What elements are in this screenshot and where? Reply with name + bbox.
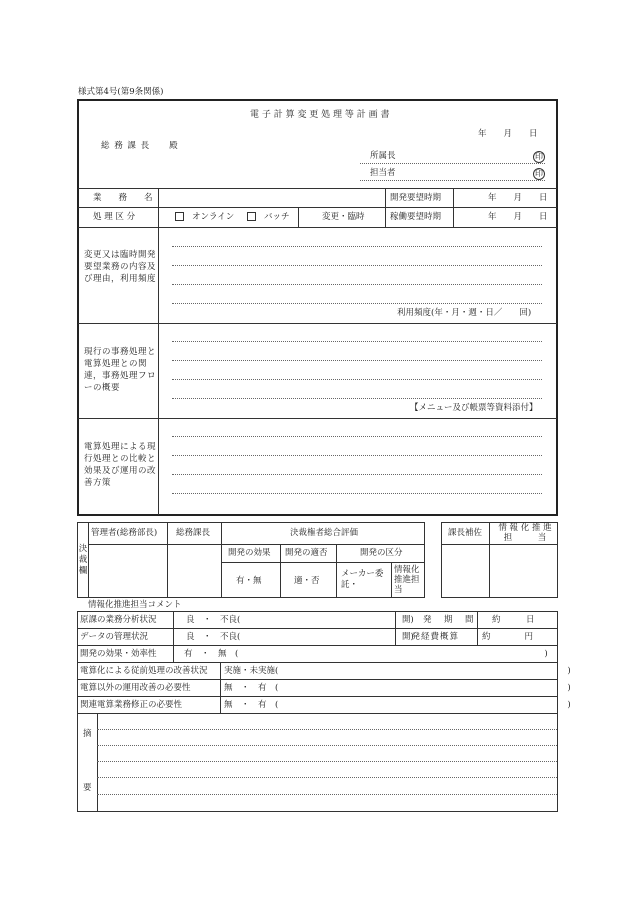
evaluation-label: 決裁権者総合評価 [290, 528, 359, 538]
comment-row-value: 良 ・ 不良( ) [186, 632, 414, 642]
comment-row-label: 電算以外の運用改善の必要性 [80, 683, 191, 693]
writing-line [97, 794, 557, 795]
comment-row-label: 原課の業務分析状況 [80, 615, 157, 625]
writing-line [172, 493, 542, 494]
person-in-charge-line [360, 180, 545, 181]
batch-checkbox[interactable] [247, 212, 256, 221]
writing-line [172, 341, 542, 342]
writing-line [172, 436, 542, 437]
column-divider [477, 611, 478, 645]
maker-label: メーカー委託・ [341, 569, 384, 590]
chief-label: 総務課長 [176, 528, 211, 538]
suitability-label: 開発の適否 [285, 548, 328, 558]
row-divider [78, 188, 557, 189]
op-desired-date: 年 月 日 [488, 212, 548, 222]
row-divider [221, 562, 425, 563]
column-divider [385, 188, 386, 227]
comment-row-label: 電算化による従前処理の改善状況 [80, 666, 208, 676]
writing-line [172, 303, 542, 304]
row-divider [78, 323, 557, 324]
form-date: 年 月 日 [478, 129, 538, 139]
suitability-value: 適・否 [294, 576, 320, 586]
writing-line [97, 761, 557, 762]
section1-label: 変更又は臨時開発要望業務の内容及び理由，利用頻度 [84, 250, 157, 284]
summary-label-top: 摘 [83, 729, 92, 739]
writing-line [172, 474, 542, 475]
seal-mark: 印 [535, 152, 543, 161]
approval-side-label: 決裁欄 [78, 544, 88, 576]
row-divider [77, 628, 558, 629]
office-head-label: 所属長 [370, 151, 396, 161]
person-in-charge-label: 担当者 [370, 168, 396, 178]
dev-desired-label: 開発要望時期 [390, 193, 442, 203]
row-divider [77, 662, 558, 663]
online-checkbox[interactable] [175, 212, 184, 221]
cost-label: 開発経費概算 [402, 632, 460, 642]
comment-row-label: データの管理状況 [80, 632, 149, 642]
form-title: 電 子 計 算 変 更 処 理 等 計 画 書 [250, 110, 390, 120]
info-promo-label: 情 報 化 推 進 担 当 [498, 523, 552, 543]
office-head-line [360, 163, 545, 164]
op-desired-label: 稼働要望時期 [390, 212, 442, 222]
comment-row-label: 開発の効果・効率性 [80, 649, 157, 659]
column-divider [158, 188, 159, 515]
deputy-label: 課長補佐 [448, 528, 483, 538]
batch-label: バッチ [264, 212, 290, 222]
row-divider [441, 544, 558, 545]
writing-line [172, 284, 542, 285]
writing-line [172, 246, 542, 247]
column-divider [221, 522, 222, 598]
comment-row-value: 実施・未実施( ) [224, 666, 571, 676]
form-number: 様式第4号(第9条関係) [78, 87, 164, 97]
row-divider [78, 418, 557, 419]
writing-line [172, 360, 542, 361]
row-divider [77, 645, 558, 646]
info-staff-label: 情報化推進担当 [394, 565, 420, 595]
section2-label: 現行の事務処理と電算処理との関連，事務処理フローの概要 [84, 347, 157, 393]
column-divider [489, 522, 490, 598]
cost-value: 約 円 [482, 632, 534, 642]
row-divider [77, 679, 558, 680]
row-divider [78, 207, 557, 208]
online-label: オンライン [192, 212, 235, 222]
addressee: 総 務 課 長 殿 [101, 141, 179, 151]
comment-row-value: 有 ・ 無 ( ) [184, 649, 548, 659]
row-divider [78, 227, 557, 228]
effect-label: 開発の効果 [228, 548, 271, 558]
column-divider [88, 522, 89, 598]
comment-row-value: 良 ・ 不良( ) [186, 615, 414, 625]
column-divider [97, 713, 98, 812]
effect-value: 有・無 [236, 576, 262, 586]
column-divider [220, 662, 221, 713]
writing-line [172, 455, 542, 456]
period-value: 約 日 [492, 615, 535, 625]
comment-row-label: 関連電算業務修正の必要性 [80, 700, 183, 710]
period-label: 開 発 期 間 [402, 615, 476, 625]
frequency-text: 利用頻度(年・月・週・日／ 回) [397, 308, 532, 318]
column-divider [167, 522, 168, 598]
manager-label: 管理者(総務部長) [91, 528, 158, 538]
attachment-note: 【メニュー及び帳票等資料添付】 [410, 403, 538, 413]
comment-heading: 情報化推進担当コメント [88, 600, 182, 610]
writing-line [172, 398, 542, 399]
column-divider [453, 188, 454, 227]
row-divider [88, 544, 425, 545]
comment-row-value: 無 ・ 有 ( ) [224, 700, 571, 710]
column-divider [280, 544, 281, 598]
row-divider [77, 713, 558, 714]
writing-line [97, 729, 557, 730]
column-divider [391, 562, 392, 598]
change-temporary-label: 変更・臨時 [322, 212, 365, 222]
writing-line [97, 745, 557, 746]
writing-line [172, 265, 542, 266]
processing-type-label: 処 理 区 分 [93, 212, 136, 222]
column-divider [336, 544, 337, 598]
division-label: 開発の区分 [360, 548, 403, 558]
seal-mark: 印 [535, 169, 543, 178]
writing-line [97, 777, 557, 778]
dev-desired-date: 年 月 日 [488, 193, 548, 203]
summary-label-bottom: 要 [83, 783, 92, 793]
row-divider [77, 696, 558, 697]
writing-line [172, 379, 542, 380]
section3-label: 電算処理による現行処理との比較と効果及び運用の改善方策 [84, 442, 157, 488]
column-divider [298, 207, 299, 227]
business-name-label: 業 務 名 [93, 193, 153, 203]
comment-row-value: 無 ・ 有 ( ) [224, 683, 571, 693]
column-divider [173, 611, 174, 662]
